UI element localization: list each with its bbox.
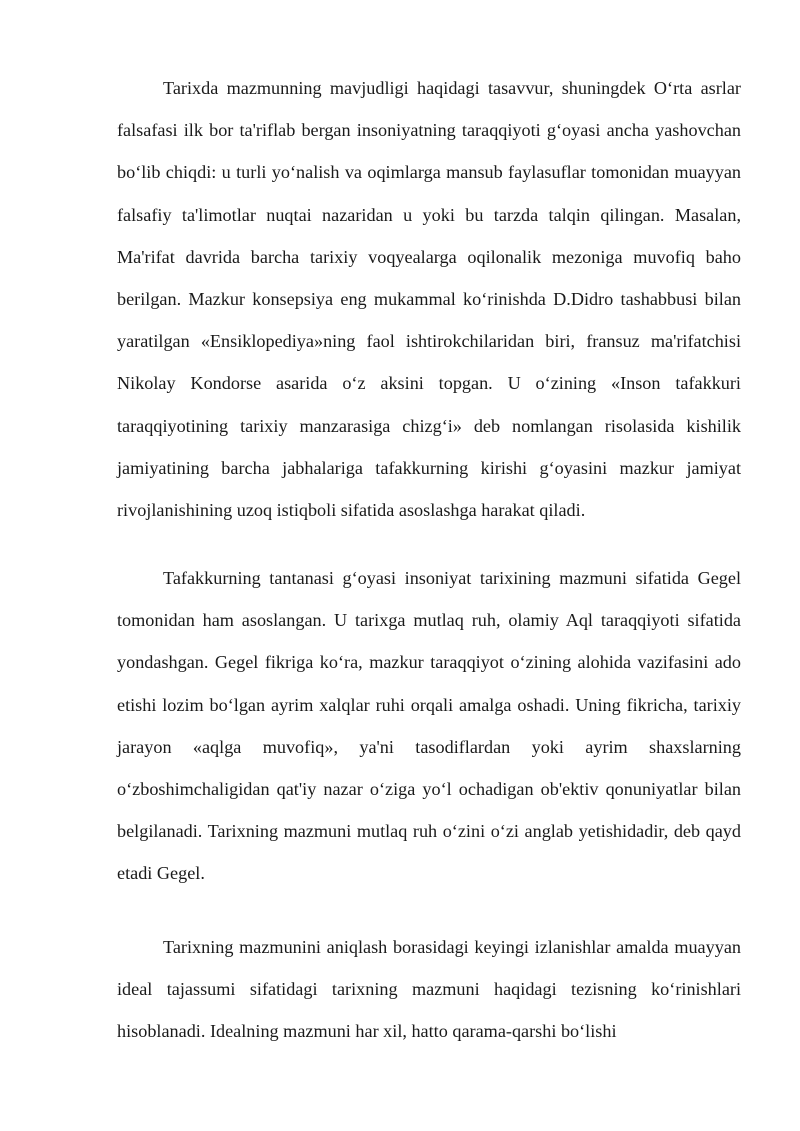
- paragraph-3: Tarixning mazmunini aniqlash borasidagi keyingi izlanishlar amalda muayyan ideal tajassumi sifatidagi tarixning mazmuni haqidagi tezisning ko‘rinishlari hisoblanadi. Idealning mazmuni har xil, hatto qarama-qarshi bo‘lishi: [117, 937, 741, 1042]
- paragraph-2: Tafakkurning tantanasi g‘oyasi insoniyat tarixining mazmuni sifatida Gegel tomonidan ham asoslangan. U tarixga mutlaq ruh, olamiy Aql taraqqiyoti sifatida yondashgan. Gegel fikriga ko‘ra, mazkur taraqqiyot o‘zining alohida vazifasini ado etishi lozim bo‘lgan ayrim xalqlar ruhi orqali amalga oshadi. Uning fikricha, tarixiy jarayon «aqlga muvofiq», ya'ni tasodiflardan yoki ayrim shaxslarning o‘zboshimchaligidan qat'iy nazar o‘ziga yo‘l ochadigan ob'ektiv qonuniyatlar bilan belgilanadi. Tarixning mazmuni mutlaq ruh o‘zini o‘zi anglab yetishidadir, deb qayd etadi Gegel.: [117, 568, 741, 884]
- paragraph-1: Tarixda mazmunning mavjudligi haqidagi tasavvur, shuningdek O‘rta asrlar falsafasi ilk bor ta'riflab bergan insoniyatning taraqqiyoti g‘oyasi ancha yashovchan bo‘lib chiqdi: u turli yo‘nalish va oqimlarga mansub faylasuflar tomonidan muayyan falsafiy ta'limotlar nuqtai nazaridan u yoki bu tarzda talqin qilingan. Masalan, Ma'rifat davrida barcha tarixiy voqyealarga oqilonalik mezoniga muvofiq baho berilgan. Mazkur konsepsiya eng mukammal ko‘rinishda D.Didro tashabbusi bilan yaratilgan «Ensiklopediya»ning faol ishtirokchilaridan biri, fransuz ma'rifatchisi Nikolay Kondorse asarida o‘z aksini topgan. U o‘zining «Inson tafakkuri taraqqiyotining tarixiy manzarasiga chizg‘i» deb nomlangan risolasida kishilik jamiyatining barcha jabhalariga tafakkurning kirishi g‘oyasini mazkur jamiyat rivojlanishining uzoq istiqboli sifatida asoslashga harakat qiladi.: [117, 78, 741, 521]
